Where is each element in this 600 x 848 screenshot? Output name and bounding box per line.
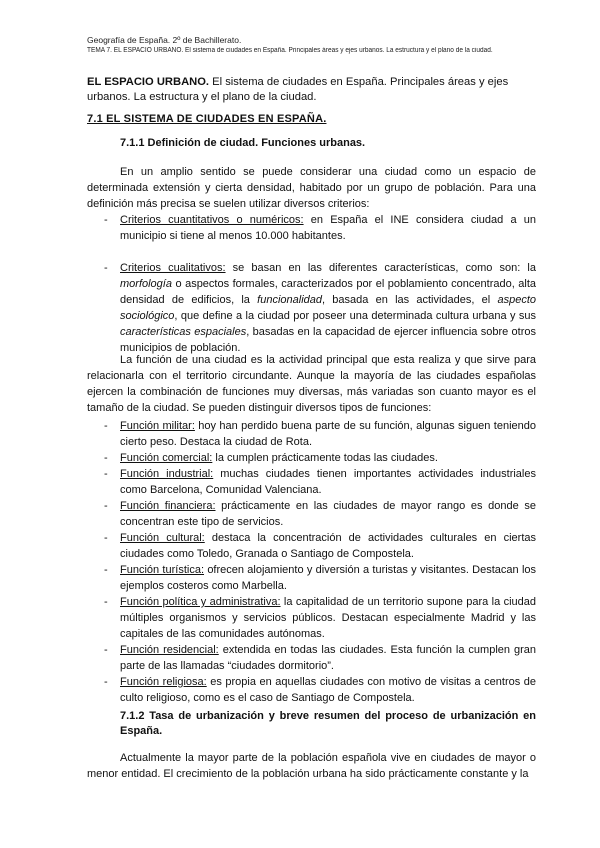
criteria-text: se basan en las diferentes características, como son: la (225, 262, 536, 274)
list-dash: - (104, 644, 108, 656)
criteria-text: o aspectos formales, caracterizados por el poblamiento concentrado, alta densidad de edificios, la (120, 278, 536, 306)
function-item (87, 466, 536, 498)
topic-intro-text: El sistema de ciudades en España. Principales áreas y ejes urbanos. La estructura y el plano de la ciudad. (87, 76, 509, 103)
function-label: Función comercial: (120, 452, 213, 464)
function-text: la capitalidad de un territorio supone para la ciudad múltiples organismos y servicios públicos. Destacan especialmente Madrid y las capitales de las comunidades autónomas. (120, 596, 536, 640)
function-label: Función religiosa: (120, 676, 207, 688)
function-text: destaca la concentración de actividades culturales en ciertas ciudades como Toledo, Granada o Santiago de Compostela. (120, 532, 536, 560)
criteria-text: , basadas en la capacidad de ejercer influencia sobre otros municipios de población. (120, 326, 536, 354)
list-dash: - (104, 500, 108, 512)
criteria-italic: morfología (120, 278, 172, 290)
paragraph-definition (87, 164, 536, 212)
function-item (87, 594, 536, 642)
function-label: Función residencial: (120, 644, 219, 656)
function-text: muchas ciudades tienen importantes actividades industriales como Barcelona, Comunidad Valenciana. (120, 468, 536, 496)
criteria-text: , que define a la ciudad por poseer una determinada cultura urbana y sus (174, 310, 536, 322)
list-dash: - (104, 596, 108, 608)
criteria-italic: funcionalidad (257, 294, 322, 306)
function-item (87, 642, 536, 674)
criteria-list (87, 212, 536, 356)
running-header-topic: TEMA 7. EL ESPACIO URBANO. El sistema de ciudades en España. Principales áreas y ejes urbanos. La estructura y el plano de la ciudad. (87, 47, 493, 54)
functions-list (87, 418, 536, 706)
criteria-label: Criterios cualitativos: (120, 262, 226, 274)
list-dash: - (104, 452, 108, 464)
paragraph-definition-text: En un amplio sentido se puede considerar una ciudad como un espacio de determinada extensión y cierta densidad, habitado por un grupo de población. Para una definición más precisa se suelen utilizar diversos criterios: (87, 166, 536, 210)
criteria-italic: aspecto sociológico (120, 294, 536, 322)
function-label: Función financiera: (120, 500, 216, 512)
function-item (87, 562, 536, 594)
list-dash: - (104, 420, 108, 432)
criteria-text: , basada en las actividades, el (322, 294, 498, 306)
list-dash: - (104, 468, 108, 480)
paragraph-urbanization-text: Actualmente la mayor parte de la población española vive en ciudades de mayor o menor entidad. El crecimiento de la población urbana ha sido prácticamente constante y la (87, 752, 536, 780)
list-dash: - (104, 532, 108, 544)
function-text: hoy han perdido buena parte de su función, algunas siguen teniendo cierto peso. Destaca la ciudad de Rota. (120, 420, 536, 448)
list-dash: - (104, 676, 108, 688)
function-text: extendida en todas las ciudades. Esta función la cumplen gran parte de las llamadas “ciudades dormitorio”. (120, 644, 536, 672)
function-text: prácticamente en las ciudades de mayor rango es donde se concentran este tipo de servicios. (120, 500, 536, 528)
criteria-italic: características espaciales (120, 326, 247, 338)
subsection-heading-7-1-1: 7.1.1 Definición de ciudad. Funciones urbanas. (120, 137, 366, 149)
function-item (87, 498, 536, 530)
function-label: Función turística: (120, 564, 205, 576)
function-label: Función política y administrativa: (120, 596, 281, 608)
function-label: Función cultural: (120, 532, 205, 544)
subsection-heading-7-1-2: 7.1.2 Tasa de urbanización y breve resumen del proceso de urbanización en España. (120, 710, 536, 737)
list-dash: - (104, 262, 108, 274)
criteria-item-qualitative (87, 260, 536, 356)
function-label: Función industrial: (120, 468, 214, 480)
topic-intro (87, 75, 537, 105)
function-text: la cumplen prácticamente todas las ciudades. (212, 452, 438, 464)
topic-intro-bold: EL ESPACIO URBANO. (87, 76, 210, 88)
paragraph-functions-intro (87, 352, 536, 416)
function-item (87, 530, 536, 562)
function-text: ofrecen alojamiento y diversión a turistas y visitantes. Destacan los ejemplos costeros como Marbella. (120, 564, 537, 592)
list-dash: - (104, 214, 108, 226)
criteria-text: en España el INE considera ciudad a un municipio si tiene al menos 10.000 habitantes. (120, 214, 536, 242)
section-heading-7-1: 7.1 EL SISTEMA DE CIUDADES EN ESPAÑA. (87, 113, 327, 125)
running-header-course: Geografía de España. 2º de Bachillerato. (87, 35, 242, 45)
list-dash: - (104, 564, 108, 576)
function-label: Función militar: (120, 420, 195, 432)
function-text: es propia en aquellas ciudades con motivo de visitas a centros de culto religioso, como es el caso de Santiago de Compostela. (120, 676, 536, 704)
function-item (87, 674, 536, 706)
criteria-item-quantitative (87, 212, 536, 244)
function-item (87, 418, 536, 450)
function-item (87, 450, 536, 466)
criteria-label: Criterios cuantitativos o numéricos: (120, 214, 304, 226)
paragraph-functions-intro-text: La función de una ciudad es la actividad principal que esta realiza y que sirve para relacionarla con el territorio circundante. Aunque la mayoría de las ciudades españolas ejercen la combinación de funciones muy diversas, más variadas son cuanto mayor es el tamaño de la ciudad. Se pueden distinguir diversos tipos de funciones: (87, 354, 536, 414)
paragraph-urbanization (87, 750, 536, 782)
